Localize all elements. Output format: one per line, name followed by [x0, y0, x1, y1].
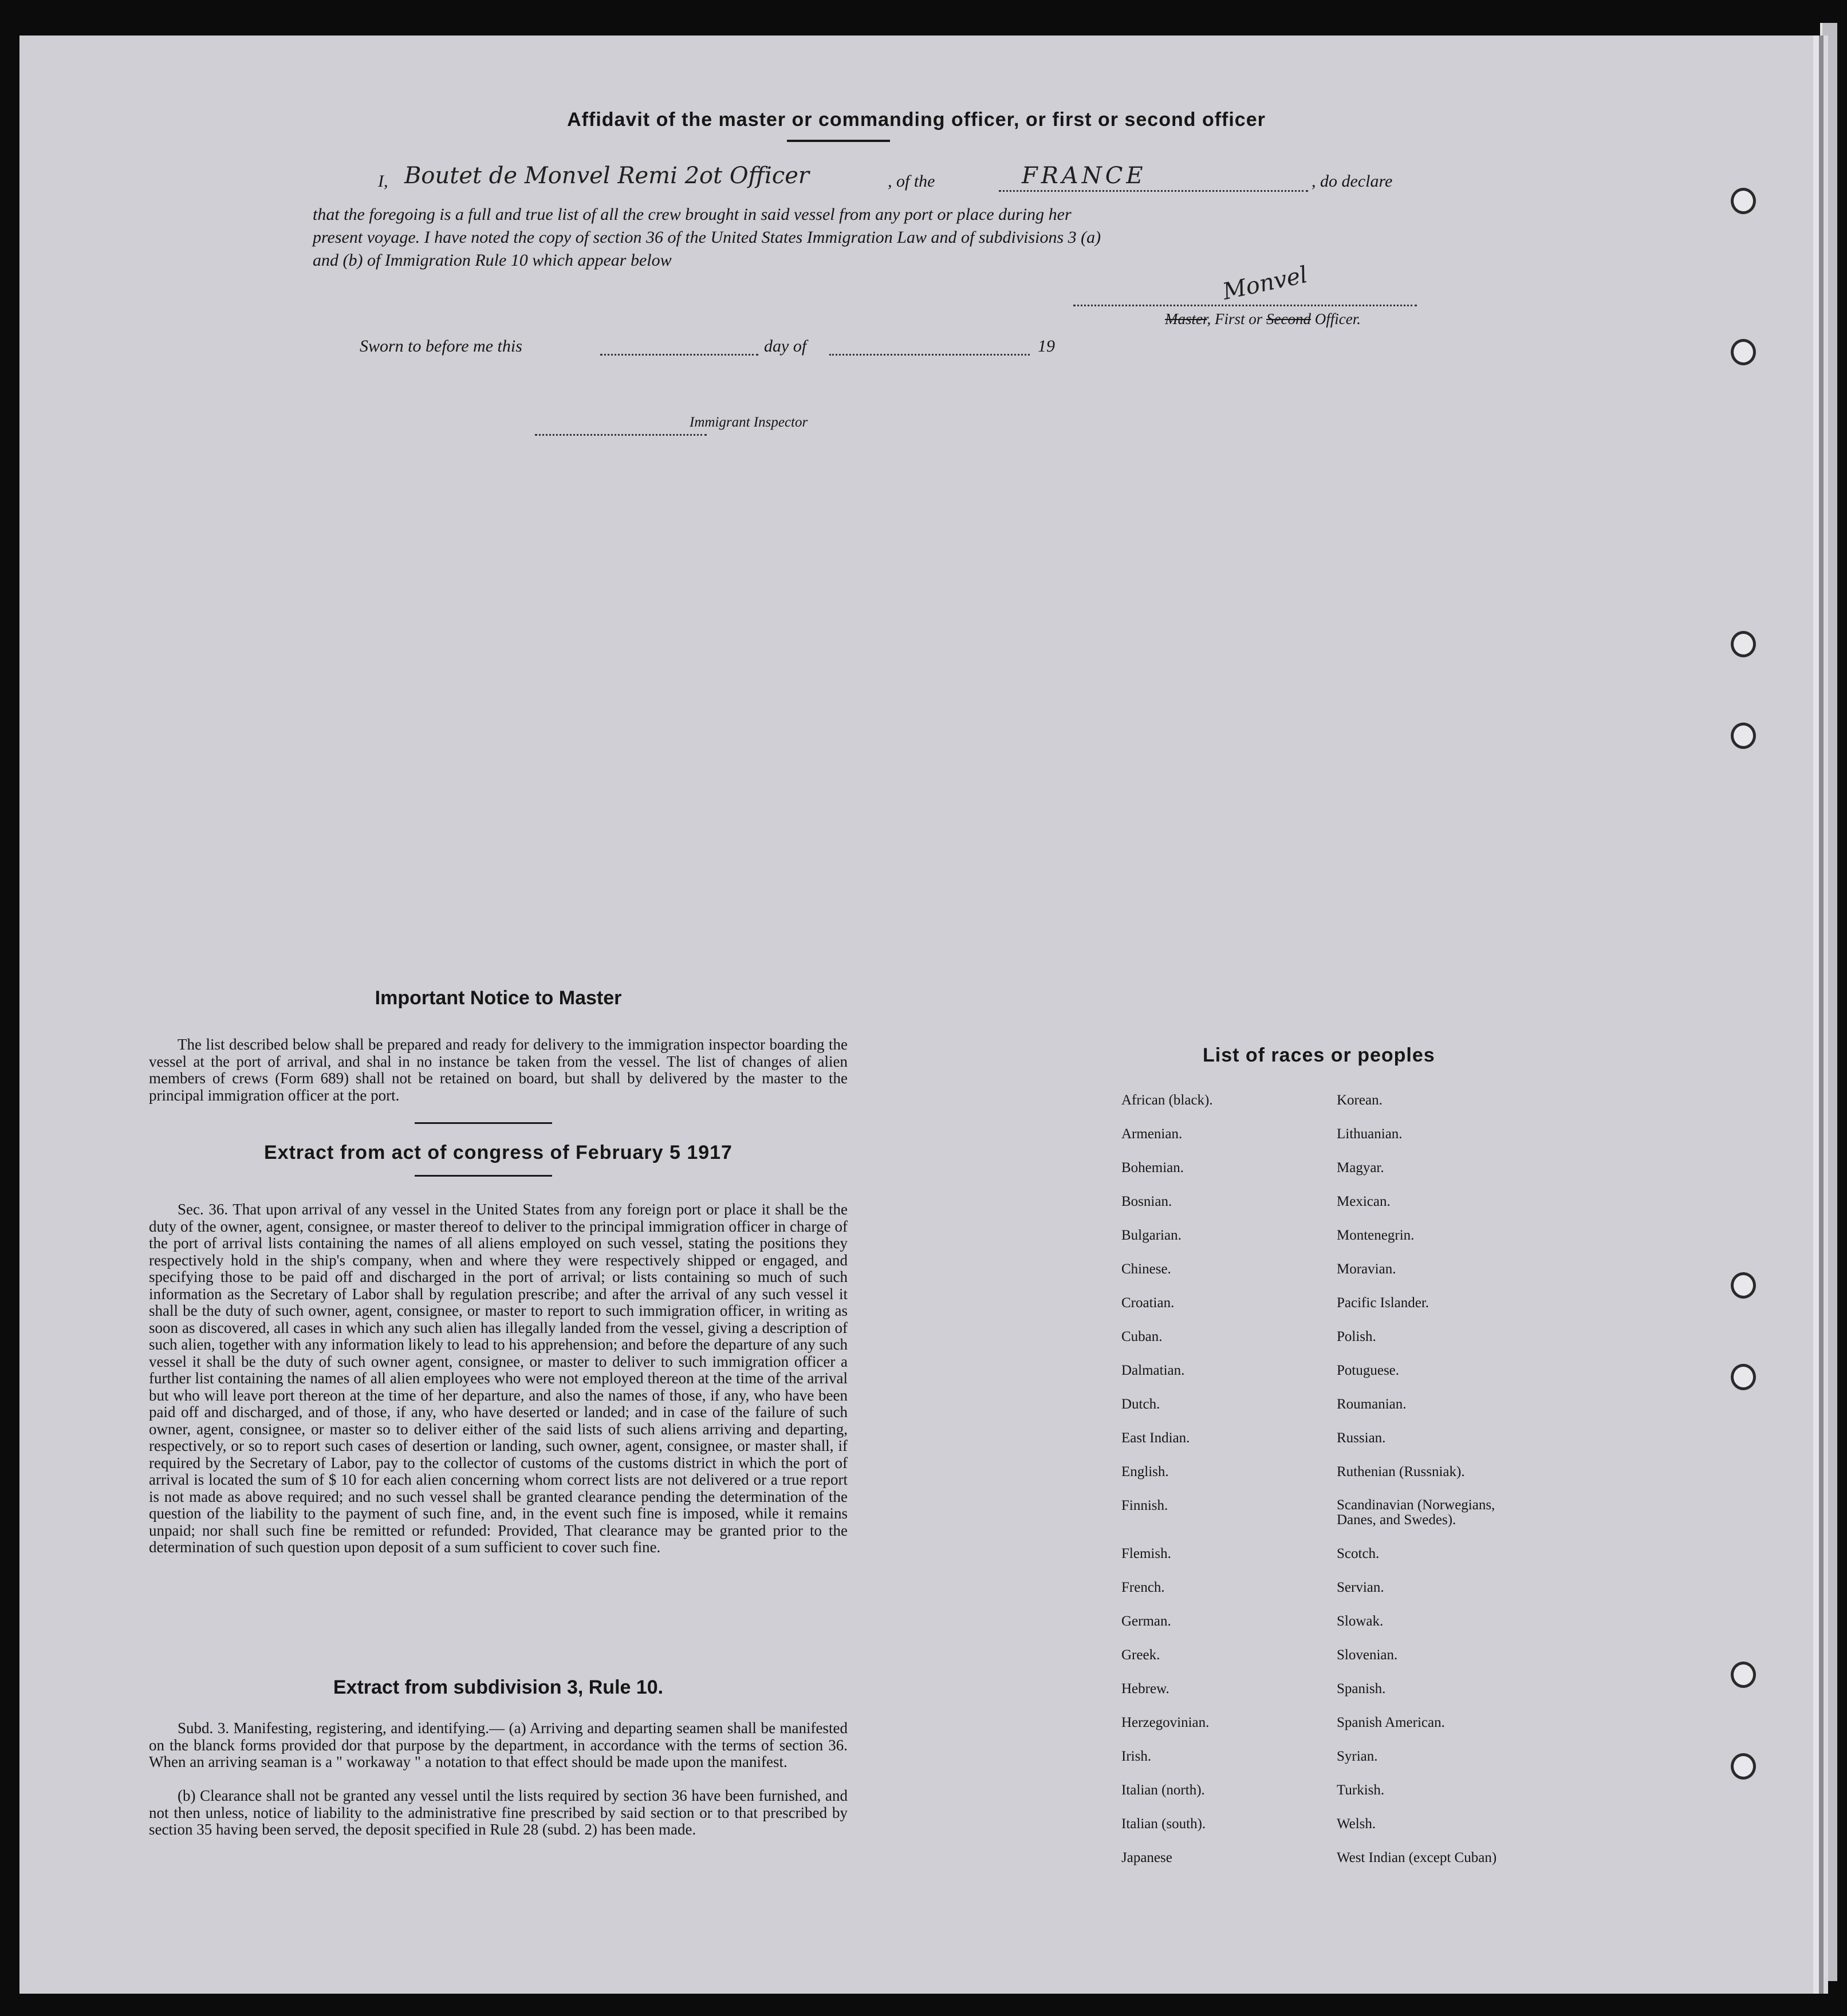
- race-item: Servian.: [1337, 1580, 1384, 1595]
- inspector-signature-line: [535, 434, 707, 436]
- binder-hole-icon: [1731, 631, 1756, 657]
- extract-rule-para-b: (b) Clearance shall not be granted any vessel until the lists required by section 36 have been furnished, and not then unless, notice of liability to the administrative fine prescribed by said section or to that prescribed by section 35 having been served, the deposit specified in Rule 28 (subd. 2) has been made.: [149, 1787, 848, 1838]
- officer-title-end: Officer.: [1311, 310, 1361, 328]
- sworn-day-of: day of: [764, 337, 807, 356]
- race-item: East Indian.: [1121, 1430, 1190, 1446]
- binder-hole-icon: [1731, 1753, 1756, 1780]
- race-item: Scotch.: [1337, 1546, 1380, 1561]
- affidavit-do-declare: , do declare: [1312, 172, 1393, 191]
- officer-title-first: , First or: [1207, 310, 1267, 328]
- race-item: Russian.: [1337, 1430, 1386, 1446]
- officer-title: [1165, 310, 1361, 328]
- race-item: African (black).: [1121, 1092, 1213, 1108]
- binder-hole-icon: [1731, 1364, 1756, 1390]
- race-item: Bulgarian.: [1121, 1228, 1182, 1243]
- race-item: Irish.: [1121, 1749, 1152, 1764]
- officer-signature-line: [1073, 305, 1417, 306]
- officer-signature: Monvel: [1220, 261, 1310, 306]
- race-item: Spanish.: [1337, 1681, 1386, 1697]
- race-item: Lithuanian.: [1337, 1126, 1403, 1142]
- extract-act-text: Sec. 36. That upon arrival of any vessel in the United States from any foreign port or place it shall be the duty of the owner, agent, consignee, or master thereof to deliver to the principal immigration officer in charge of the port of arrival lists containing the names of all aliens employed on such vessel, stating the positions they respectively hold in the ship's company, when and where they were respectively shipped or engaged, and specifying those to be paid off and discharged in the port of arrival; or lists containing so much of such information as the Secretary of Labor shall by regulation prescribe; and after the arrival of any such vessel it shall be the duty of such owner, agent, consignee, or master to report to such immigration officer, in writing as soon as discovered, all cases in which any such alien has illegally landed from the vessel, giving a description of such alien, together with any information likely to lead to his apprehension; and before the departure of any such vessel it shall be the duty of such owner agent, consignee, or master to deliver to such immigration officer a further list containing the names of all alien employees who were not employed thereon at the time of the arrival but who will leave port thereon at the time of her departure, and also the names of those, if any, who have been paid off and discharged, and of those, if any, who have deserted or landed; and in case of the failure of such owner, agent, consignee, or master so to deliver either of the said lists of such aliens arriving and departing, respectively, or so to report such cases of desertion or landing, such owner, agent, consignee, or master shall, if required by the Secretary of Labor, pay to the collector of customs of the customs district in which the port of arrival is located the sum of $ 10 for each alien concerning whom correct lists are not delivered or a true report is not made as above required; and no such vessel shall be granted clearance pending the determination of the question of the liability to the payment of such fine, and, in the event such fine is imposed, while it remains unpaid; nor shall such fine be remitted or refunded: Provided, That clearance may be granted prior to the determination of such question upon deposit of a sum sufficient to cover such fine.: [149, 1201, 848, 1556]
- race-item: Japanese: [1121, 1850, 1172, 1865]
- race-item: Mexican.: [1337, 1194, 1391, 1209]
- race-item: Montenegrin.: [1337, 1228, 1415, 1243]
- race-item: Syrian.: [1337, 1749, 1378, 1764]
- sworn-year-prefix: 19: [1038, 337, 1055, 356]
- page-edge: [1820, 23, 1837, 1981]
- race-item: Chinese.: [1121, 1261, 1171, 1277]
- race-item: Scandinavian (Norwegians, Danes, and Swedes).: [1337, 1497, 1495, 1528]
- binder-hole-icon: [1731, 188, 1756, 214]
- race-item: Finnish.: [1121, 1498, 1168, 1513]
- race-item: Herzegovinian.: [1121, 1715, 1210, 1730]
- binder-hole-icon: [1731, 723, 1756, 749]
- extract-rule-title: Extract from subdivision 3, Rule 10.: [333, 1676, 664, 1698]
- race-item: Italian (north).: [1121, 1782, 1205, 1798]
- race-item: Slowak.: [1337, 1613, 1384, 1629]
- binder-hole-icon: [1731, 1272, 1756, 1299]
- race-item: Turkish.: [1337, 1782, 1385, 1798]
- race-item: Potuguese.: [1337, 1363, 1400, 1378]
- document-page: [19, 35, 1819, 1994]
- race-item: Polish.: [1337, 1329, 1376, 1344]
- race-item: English.: [1121, 1464, 1169, 1480]
- race-item: Croatian.: [1121, 1295, 1175, 1311]
- affidavit-line2: that the foregoing is a full and true list of all the crew brought in said vessel from any port or place during her: [313, 205, 1072, 224]
- race-item: Roumanian.: [1337, 1396, 1407, 1412]
- officer-title-second: Second: [1266, 310, 1311, 328]
- race-item: Ruthenian (Russniak).: [1337, 1464, 1465, 1480]
- race-item: German.: [1121, 1613, 1171, 1629]
- extract-rule-para-a: Subd. 3. Manifesting, registering, and identifying.— (a) Arriving and departing seamen shall be manifested on the blanck forms provided dor that purpose by the department, in accordance with the terms of section 36. When an arriving seaman is a " workaway " a notation to that effect should be made upon the manifest.: [149, 1719, 848, 1770]
- sworn-text: Sworn to before me this: [360, 337, 522, 356]
- notice-title: Important Notice to Master: [375, 987, 622, 1009]
- affidavit-line4: and (b) of Immigration Rule 10 which appear below: [313, 251, 672, 270]
- race-item: Moravian.: [1337, 1261, 1396, 1277]
- race-item: Bosnian.: [1121, 1194, 1172, 1209]
- race-item: Slovenian.: [1337, 1647, 1398, 1663]
- affidavit-title: Affidavit of the master or commanding officer, or first or second officer: [567, 109, 1266, 131]
- sworn-line: [360, 337, 1104, 360]
- notice-separator: [415, 1122, 552, 1124]
- race-item: Dalmatian.: [1121, 1363, 1185, 1378]
- sworn-day-line: [600, 354, 758, 356]
- race-item: Greek.: [1121, 1647, 1160, 1663]
- binder-hole-icon: [1731, 1662, 1756, 1688]
- binder-hole-icon: [1731, 339, 1756, 365]
- extract-act-title: Extract from act of congress of February 5 1917: [264, 1142, 733, 1163]
- race-item: French.: [1121, 1580, 1165, 1595]
- notice-text: The list described below shall be prepared and ready for delivery to the immigration inspector boarding the vessel at the port of arrival, and shal in no instance be taken from the vessel. The list of changes of alien members of crews (Form 689) shall not be retained on board, but shall by delivered by the master to the principal immigration officer at the port.: [149, 1036, 848, 1104]
- affidavit-i-prefix: I,: [378, 172, 388, 191]
- races-title: List of races or peoples: [1203, 1044, 1435, 1066]
- race-item: Magyar.: [1337, 1160, 1384, 1175]
- race-item: Flemish.: [1121, 1546, 1171, 1561]
- race-item: Armenian.: [1121, 1126, 1183, 1142]
- race-item: Pacific Islander.: [1337, 1295, 1429, 1311]
- race-item: Spanish American.: [1337, 1715, 1445, 1730]
- race-item: Bohemian.: [1121, 1160, 1184, 1175]
- affidavit-of-the: , of the: [888, 172, 935, 191]
- race-item: Italian (south).: [1121, 1816, 1206, 1832]
- race-item: Dutch.: [1121, 1396, 1160, 1412]
- affidavit-title-rule: [787, 140, 890, 142]
- officer-title-master: Master: [1165, 310, 1207, 328]
- affidavit-line3: present voyage. I have noted the copy of section 36 of the United States Immigration Law and of subdivisions 3 (a): [313, 228, 1101, 247]
- signer-name: Boutet de Monvel Remi 2ot Officer: [404, 163, 810, 189]
- race-item: West Indian (except Cuban): [1337, 1850, 1497, 1865]
- extract-act-rule: [415, 1175, 552, 1177]
- race-item: Welsh.: [1337, 1816, 1376, 1832]
- race-item: Cuban.: [1121, 1329, 1163, 1344]
- sworn-month-line: [829, 354, 1030, 356]
- vessel-name-line: [999, 190, 1308, 192]
- affidavit-line1: [363, 163, 1451, 191]
- inspector-label: Immigrant Inspector: [690, 415, 808, 430]
- race-item: Korean.: [1337, 1092, 1383, 1108]
- race-item: Hebrew.: [1121, 1681, 1169, 1697]
- vessel-name: FRANCE: [1022, 163, 1147, 189]
